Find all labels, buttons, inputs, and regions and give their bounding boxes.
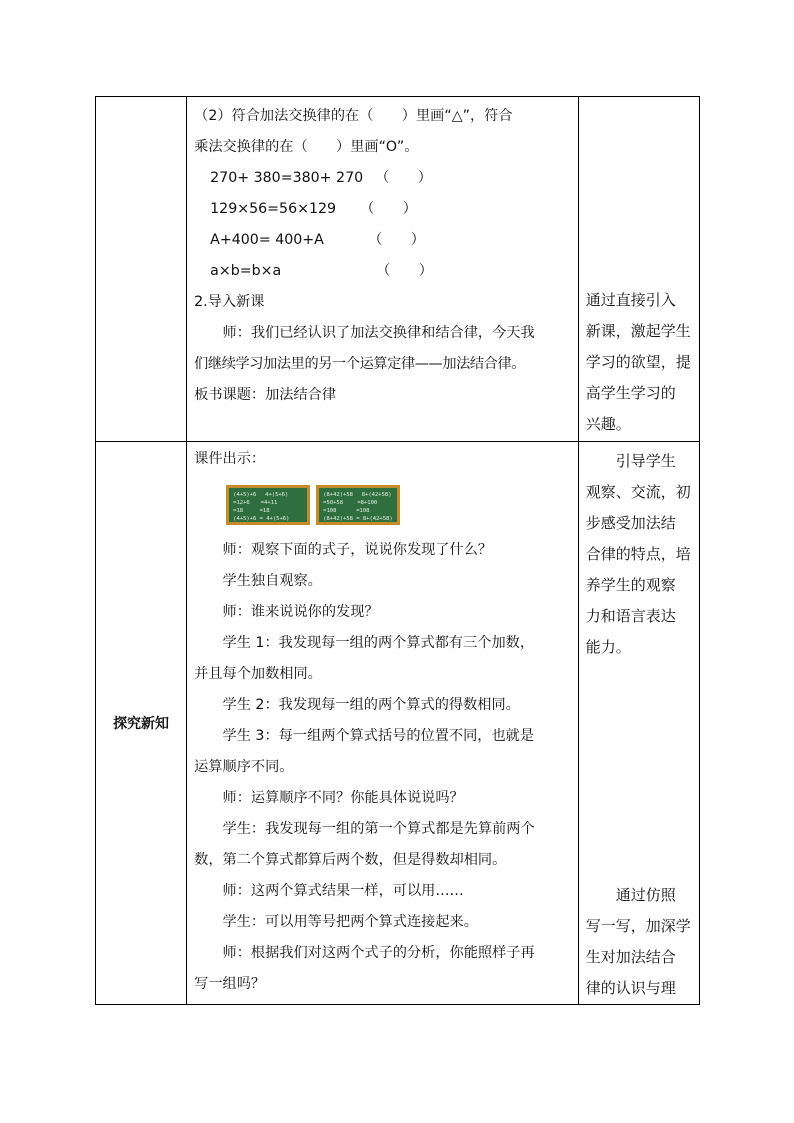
dialogue-line: 学生 3：每一组两个算式括号的位置不同，也就是	[222, 728, 535, 744]
lesson-plan-table	[95, 96, 700, 1005]
dialogue-line: 运算顺序不同。	[194, 759, 294, 775]
note-line: 步感受加法结	[585, 514, 676, 532]
paragraph-line: 师：我们已经认识了加法交换律和结合律，今天我	[222, 325, 535, 341]
note-line: 合律的特点，培	[585, 545, 691, 563]
chalkboard-images	[218, 485, 571, 525]
chalkboard-image-1: (4+5)+6 4+(5+6) =12+6 =4+11 =18 =18 (4+5)+6 = 4+(5+6)	[226, 485, 310, 525]
chalkboard-image-2: (8+42)+58 8+(42+58) =50+58 =8+100 =108 =108 (8+42)+58 = 8+(42+58)	[316, 485, 400, 525]
dialogue-line: 数，第二个算式都算后两个数，但是得数却相同。	[194, 852, 507, 868]
paragraph-line: 板书课题：加法结合律	[194, 387, 337, 403]
dialogue-line: 学生：可以用等号把两个算式连接起来。	[222, 914, 478, 930]
note-line: 写一写，加深学	[585, 917, 691, 935]
paragraph-line: 们继续学习加法里的另一个运算定律——加法结合律。	[194, 356, 526, 372]
dialogue-line: 师：运算顺序不同？你能具体说说吗？	[222, 790, 464, 806]
table-row	[96, 442, 700, 1005]
dialogue-line: 写一组吗？	[194, 976, 266, 992]
note-line: 生对加法结合	[585, 948, 676, 966]
dialogue-line: 师：根据我们对这两个式子的分析，你能照样子再	[222, 945, 535, 961]
dialogue-line: 并且每个加数相同。	[194, 666, 322, 682]
note-line: 兴趣。	[585, 415, 631, 433]
exercise-item: 270+ 380=380+ 270 （ ）	[210, 170, 432, 186]
dialogue-line: 师：这两个算式结果一样，可以用……	[222, 883, 464, 899]
note-line: 律的认识与理	[585, 979, 676, 997]
dialogue-line: 师：谁来说说你的发现？	[222, 604, 379, 620]
exercise-item: 129×56=56×129 （ ）	[210, 201, 417, 217]
dialogue-line: 学生独自观察。	[222, 573, 322, 589]
dialogue-lines	[194, 535, 571, 1000]
note-line: 能力。	[585, 638, 631, 656]
section-title: 2.导入新课	[194, 294, 265, 310]
exercise-instruction: 乘法交换律的在（ ）里画“O”。	[194, 139, 419, 155]
stage-label: 探究新知	[96, 442, 187, 1005]
dialogue-line: 学生 2：我发现每一组的两个算式的得数相同。	[222, 697, 520, 713]
note-line: 学习的欲望，提	[585, 353, 691, 371]
dialogue-line: 学生：我发现每一组的第一个算式都是先算前两个	[222, 821, 535, 837]
table-row	[96, 97, 700, 442]
stage-cell-empty	[96, 97, 187, 442]
dialogue-line: 学生 1：我发现每一组的两个算式都有三个加数，	[222, 635, 535, 651]
notes-cell	[578, 442, 699, 1005]
note-line: 力和语言表达	[585, 607, 676, 625]
note-line: 引导学生	[585, 452, 676, 470]
note-line: 通过直接引入	[585, 291, 676, 309]
note-line: 高学生学习的	[585, 384, 676, 402]
dialogue-line: 师：观察下面的式子，说说你发现了什么？	[222, 542, 493, 558]
content-cell	[187, 97, 579, 442]
note-line: 通过仿照	[585, 886, 676, 904]
content-cell	[187, 442, 579, 1005]
notes-cell	[578, 97, 699, 442]
note-line: 新课，激起学生	[585, 322, 691, 340]
note-line: 养学生的观察	[585, 576, 676, 594]
courseware-intro: 课件出示：	[194, 451, 266, 467]
exercise-instruction: （2）符合加法交换律的在（ ）里画“△”，符合	[194, 108, 513, 124]
note-line: 观察、交流，初	[585, 483, 691, 501]
exercise-item: a×b=b×a （ ）	[210, 263, 433, 279]
exercise-item: A+400= 400+A （ ）	[210, 232, 425, 248]
